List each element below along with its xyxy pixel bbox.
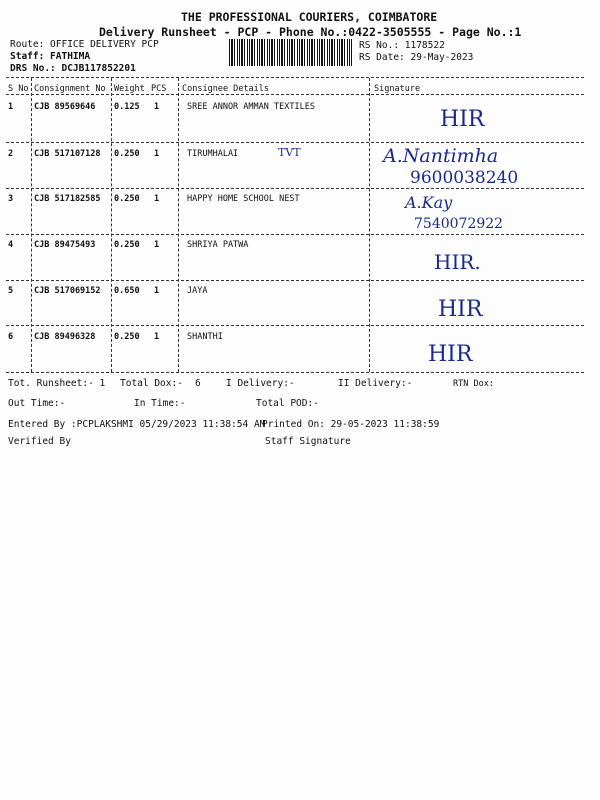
row-consignment: CJB 517107128 [34, 149, 101, 159]
row-pcs: 1 [154, 286, 160, 296]
table-top-rule [6, 77, 584, 78]
row-weight: 0.250 [114, 240, 140, 250]
out-time: Out Time:- [8, 398, 66, 409]
signature-handwriting: HIR [440, 107, 485, 132]
staff-label: Staff: FATHIMA [10, 51, 91, 62]
col-header-weight: Weight [114, 84, 145, 94]
row-sno: 6 [8, 332, 14, 342]
row-consignee: SREE ANNOR AMMAN TEXTILES [187, 102, 315, 112]
staff-signature: Staff Signature [265, 436, 351, 447]
signature-handwriting: A.Nantimha [383, 145, 499, 167]
row-sno: 2 [8, 149, 14, 159]
barcode [229, 39, 352, 66]
row-consignee: SHANTHI [187, 332, 223, 342]
row-divider [6, 188, 584, 189]
table-header-rule [6, 94, 584, 95]
row-pcs: 1 [154, 332, 160, 342]
row-consignment: CJB 89569646 [34, 102, 96, 112]
signature-handwriting: HIR. [434, 250, 481, 274]
row-divider [6, 325, 584, 326]
column-divider [111, 78, 112, 372]
row-consignee: HAPPY HOME SCHOOL NEST [187, 194, 300, 204]
row-pcs: 1 [154, 149, 160, 159]
signature-phone: 9600038240 [410, 168, 519, 188]
column-divider [178, 78, 179, 372]
i-delivery: I Delivery:- [226, 378, 295, 389]
row-consignment: CJB 89496328 [34, 332, 96, 342]
route-label: Route: OFFICE DELIVERY PCP [10, 39, 159, 50]
row-consignee: SHRIYA PATWA [187, 240, 249, 250]
verified-by: Verified By [8, 436, 71, 447]
printed-on: Printed On: 29-05-2023 11:38:59 [262, 419, 440, 430]
row-consignee: JAYA [187, 286, 208, 296]
signature-phone: 7540072922 [414, 216, 504, 232]
col-header-signature: Signature [374, 84, 421, 94]
row-pcs: 1 [154, 240, 160, 250]
signature-handwriting: HIR [428, 342, 473, 367]
total-dox-value: 6 [195, 378, 201, 389]
row-sno: 1 [8, 102, 14, 112]
handwritten-note: TVT [278, 146, 301, 159]
table-bottom-rule [6, 372, 584, 373]
runsheet-subtitle: Delivery Runsheet - PCP - Phone No.:0422-3505555 - Page No.:1 [99, 25, 522, 39]
row-weight: 0.250 [114, 149, 140, 159]
drs-number: DRS No.: DCJB117852201 [10, 63, 136, 74]
ii-delivery: II Delivery:- [338, 378, 413, 389]
row-divider [6, 280, 584, 281]
row-consignment: CJB 89475493 [34, 240, 96, 250]
col-header-consignment: Consignment No [34, 84, 106, 94]
row-weight: 0.650 [114, 286, 140, 296]
col-header-consignee: Consignee Details [182, 84, 269, 94]
rs-date: RS Date: 29-May-2023 [359, 52, 474, 63]
rtn-dox: RTN Dox: [453, 379, 494, 389]
row-consignee: TIRUMHALAI [187, 149, 239, 159]
row-sno: 3 [8, 194, 14, 204]
row-consignment: CJB 517069152 [34, 286, 101, 296]
row-weight: 0.250 [114, 332, 140, 342]
company-title: THE PROFESSIONAL COURIERS, COIMBATORE [181, 10, 438, 24]
row-weight: 0.250 [114, 194, 140, 204]
row-sno: 4 [8, 240, 14, 250]
in-time: In Time:- [134, 398, 186, 409]
rs-number: RS No.: 1178522 [359, 40, 445, 51]
tot-runsheet: Tot. Runsheet:- 1 [8, 378, 106, 389]
row-weight: 0.125 [114, 102, 140, 112]
row-pcs: 1 [154, 102, 160, 112]
row-divider [6, 142, 584, 143]
total-pod: Total POD:- [256, 398, 319, 409]
row-sno: 5 [8, 286, 14, 296]
total-dox-label: Total Dox:- [120, 378, 183, 389]
row-divider [6, 234, 584, 235]
col-header-sno: S No [8, 84, 29, 94]
row-pcs: 1 [154, 194, 160, 204]
signature-handwriting: HIR [438, 297, 483, 322]
column-divider [369, 78, 370, 372]
col-header-pcs: PCS [151, 84, 167, 94]
signature-handwriting: A.Kay [405, 193, 453, 212]
row-consignment: CJB 517182585 [34, 194, 101, 204]
column-divider [31, 78, 32, 372]
entered-by: Entered By :PCPLAKSHMI 05/29/2023 11:38:54 AM [8, 419, 266, 430]
